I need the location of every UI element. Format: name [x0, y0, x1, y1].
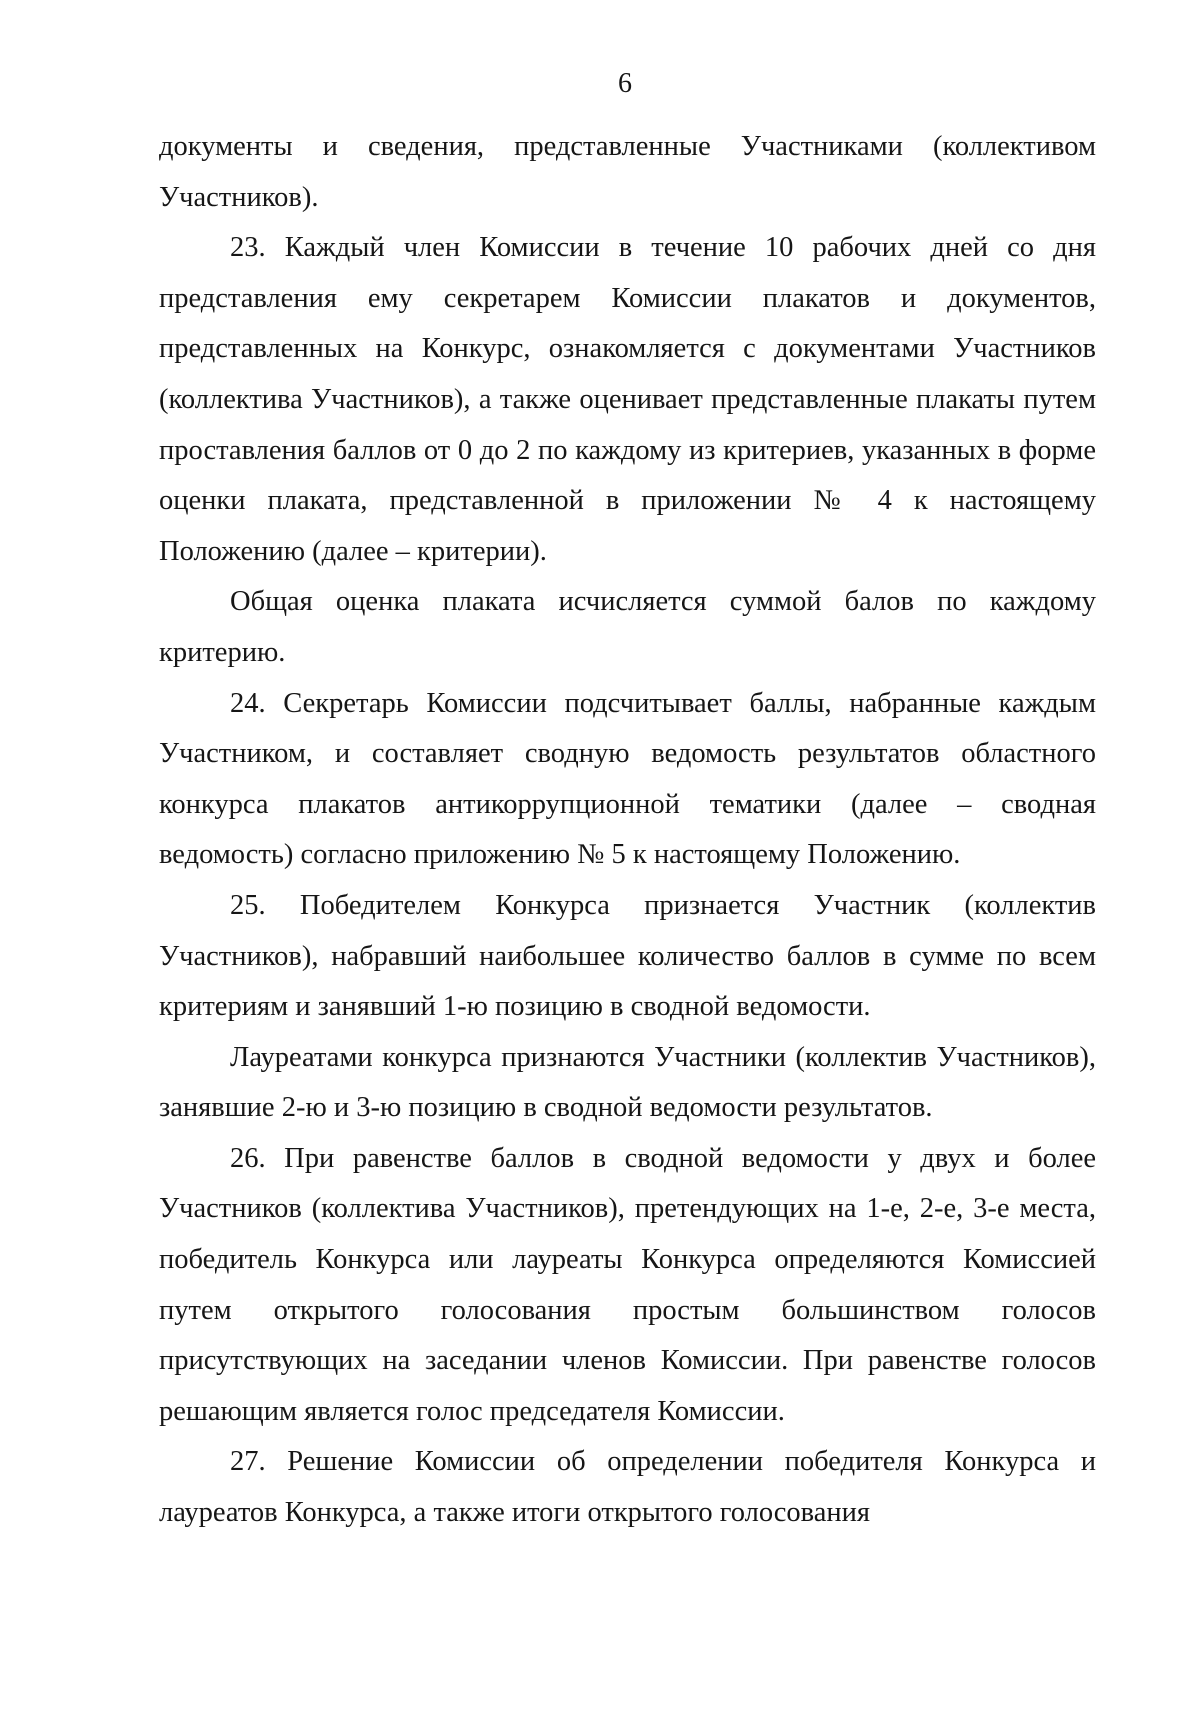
paragraph-overall-score: Общая оценка плаката исчисляется суммой балов по каждому критерию. [159, 586, 1096, 668]
page-number: 6 [618, 68, 632, 99]
paragraph-item-25: 25. Победителем Конкурса признается Участник (коллектив Участников), набравший наибольшее количество баллов в сумме по всем критериям и занявший 1-ю позицию в сводной ведомости. [159, 889, 1096, 1023]
paragraph-item-24: 24. Секретарь Комиссии подсчитывает баллы, набранные каждым Участником, и составляет сводную ведомость результатов областного конкурса плакатов антикоррупционной тематики (далее – сводная ведомость) согласно приложению № 5 к настоящему Положению. [159, 687, 1096, 871]
paragraph-item-26: 26. При равенстве баллов в сводной ведомости у двух и более Участников (коллектива Участников), претендующих на 1-е, 2-е, 3-е места, победитель Конкурса или лауреаты Конкурса определяются Комиссией путем открытого голосования простым большинством голосов присутствующих на заседании членов Комиссии. При равенстве голосов решающим является голос председателя Комиссии. [159, 1142, 1096, 1427]
paragraph-item-23: 23. Каждый член Комиссии в течение 10 рабочих дней со дня представления ему секретарем Комиссии плакатов и документов, представленных на Конкурс, ознакомляется с документами Участников (коллектива Участников), а также оценивает представленные плакаты путем проставления баллов от 0 до 2 по каждому из критериев, указанных в форме оценки плаката, представленной в приложении № 4 к настоящему Положению (далее – критерии). [159, 232, 1096, 567]
paragraph-laureates: Лауреатами конкурса признаются Участники (коллектив Участников), занявшие 2-ю и 3-ю позицию в сводной ведомости результатов. [159, 1041, 1096, 1124]
paragraph-item-27: 27. Решение Комиссии об определении победителя Конкурса и лауреатов Конкурса, а также итоги открытого голосования [159, 1446, 1096, 1529]
paragraph-continuation: документы и сведения, представленные Участниками (коллективом Участников). [159, 131, 1096, 213]
document-body [159, 122, 1096, 1539]
